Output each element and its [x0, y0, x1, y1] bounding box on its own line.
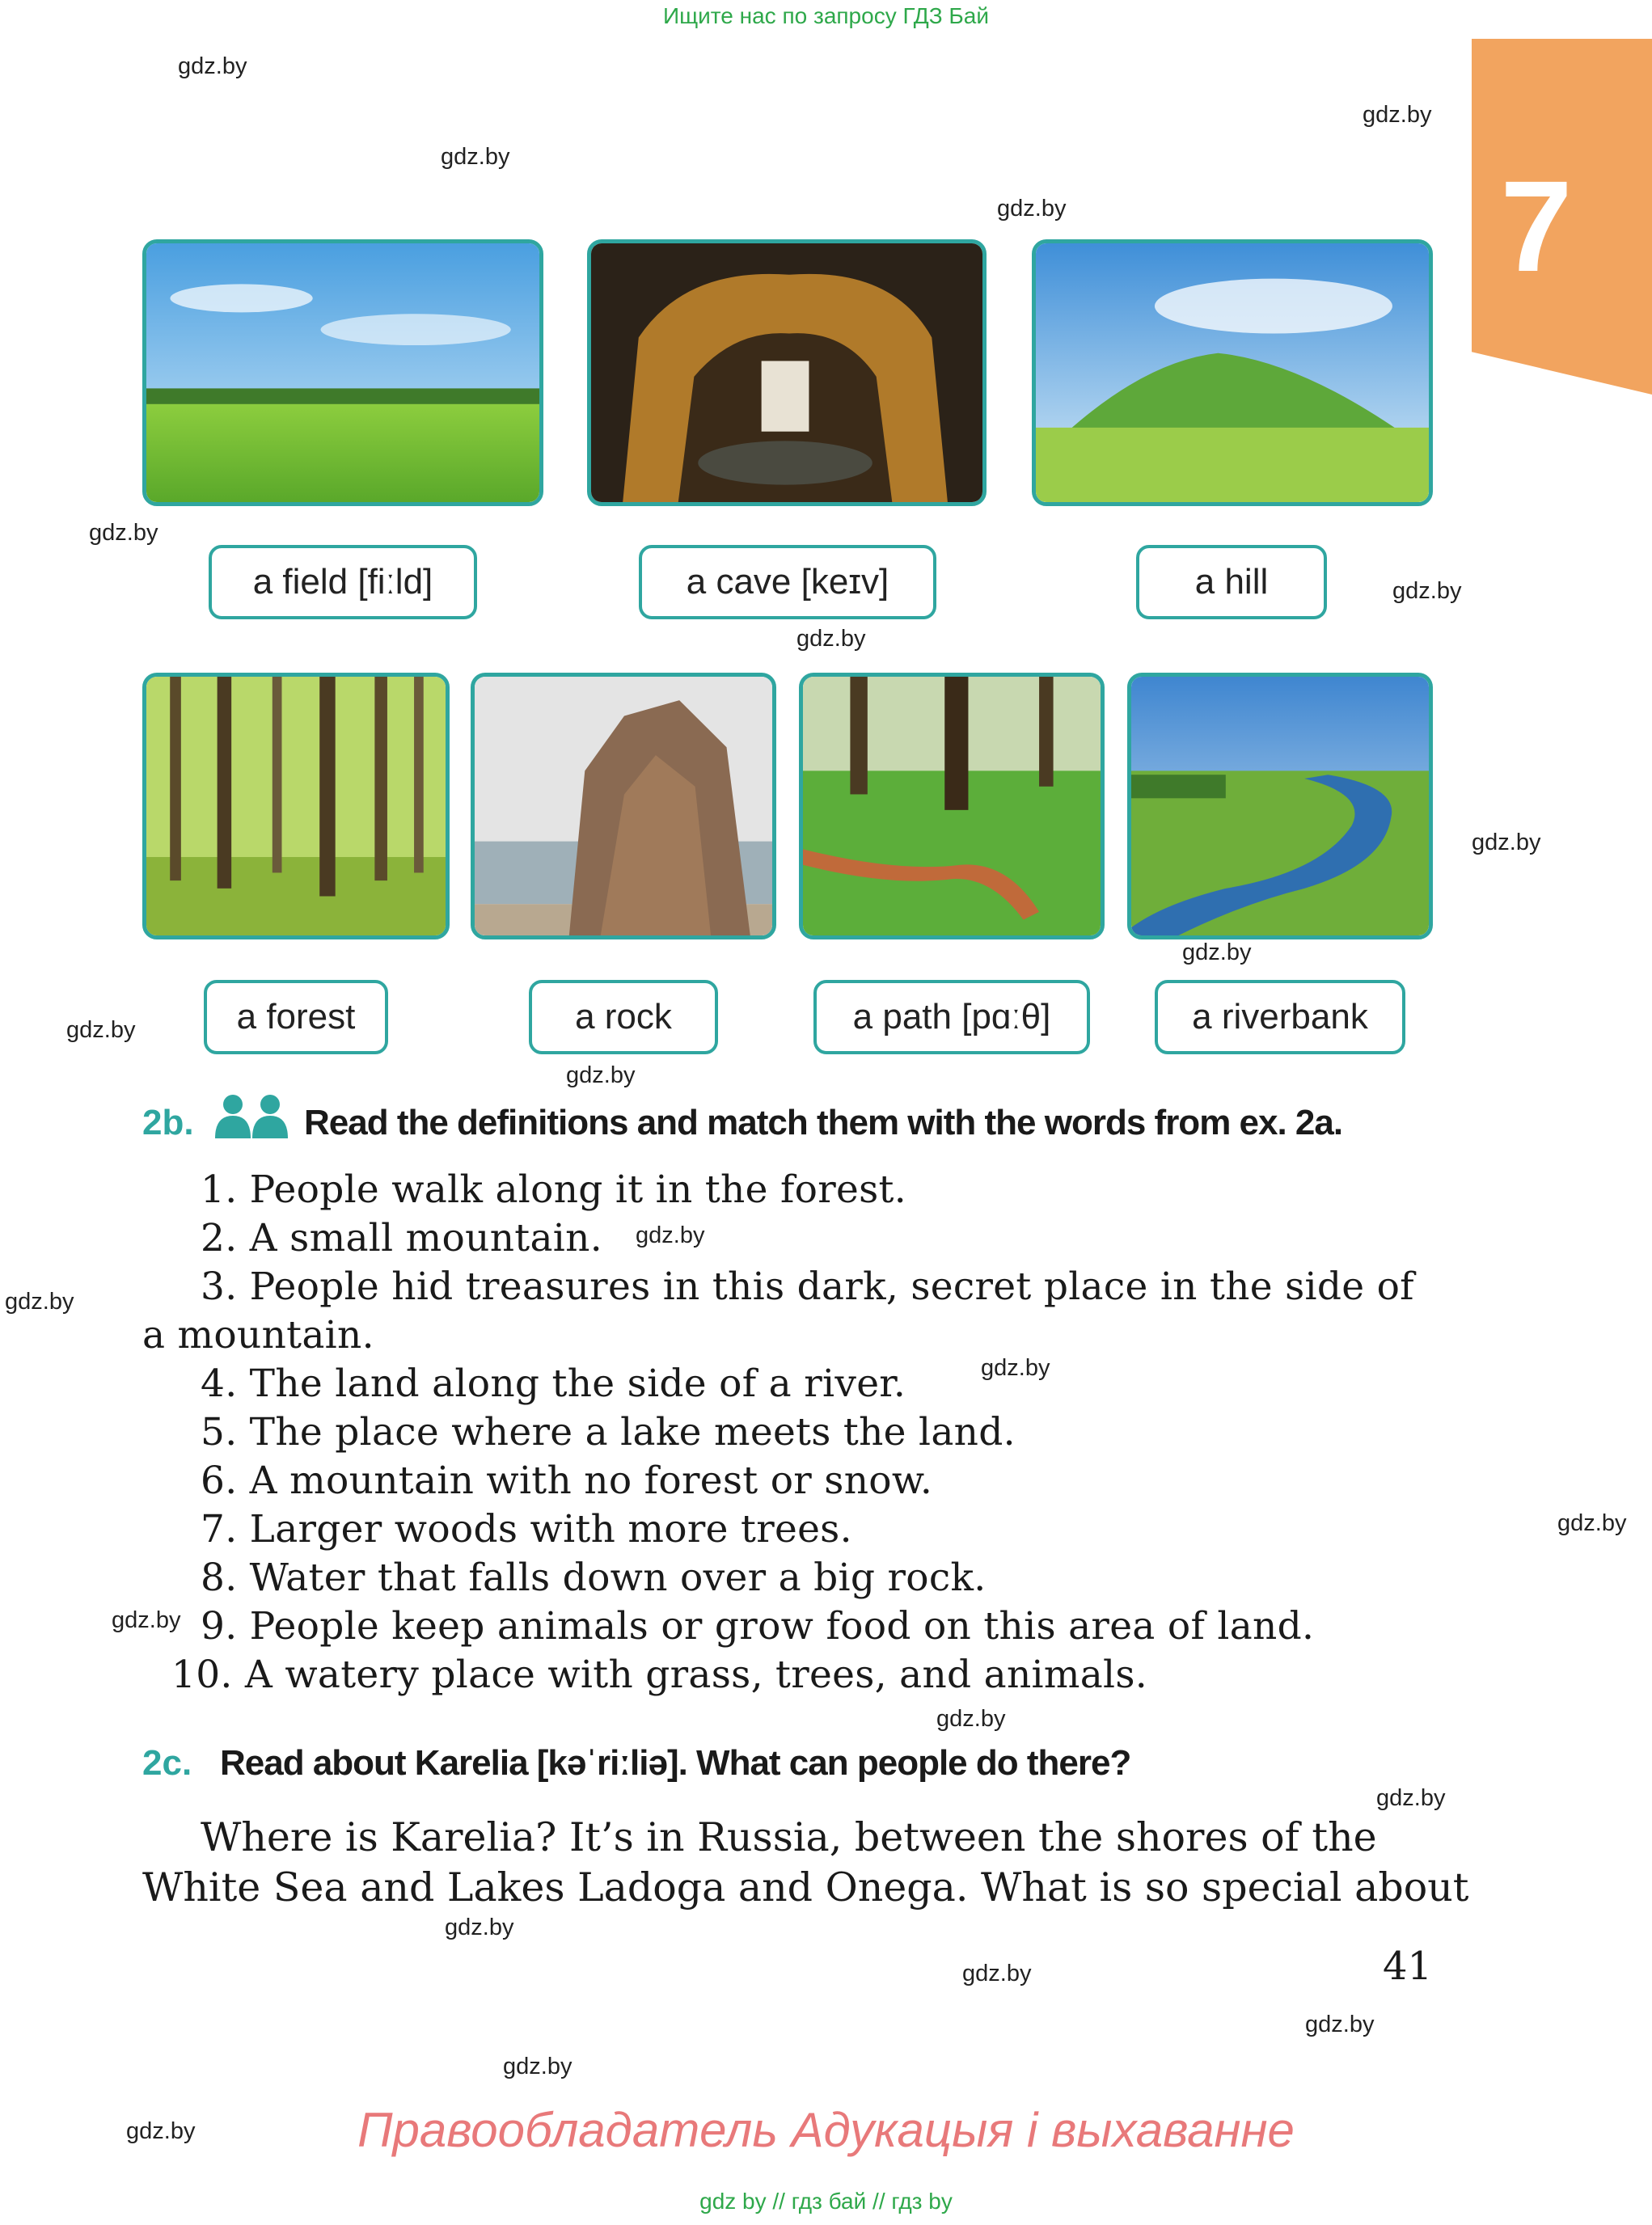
rock-photo: [471, 673, 776, 939]
exercise-instruction: Read about Karelia [kəˈriːliə]. What can people do there?: [220, 1743, 1131, 1783]
vocab-label-forest: a forest: [204, 980, 388, 1054]
field-photo: [142, 239, 543, 506]
copyright-notice: Правообладатель Адукацыя і выхаванне: [357, 2103, 1295, 2157]
definition-item: 6. A mountain with no forest or snow.: [201, 1459, 933, 1503]
watermark: gdz.by: [178, 53, 247, 79]
page-number: 41: [1383, 1944, 1433, 1989]
top-banner[interactable]: Ищите нас по запросу ГДЗ Бай: [662, 3, 990, 28]
vocab-label-cave: a cave [keɪv]: [639, 545, 936, 619]
watermark: gdz.by: [796, 626, 866, 652]
definition-item: 3. People hid treasures in this dark, secret place in the side of: [201, 1264, 1414, 1309]
bottom-links[interactable]: gdz by // гдз бай // гдз by: [699, 2189, 953, 2214]
hill-photo: [1032, 239, 1433, 506]
watermark: gdz.by: [126, 2118, 196, 2144]
reading-text-line: Where is Karelia? It’s in Russia, between the shores of the: [201, 1814, 1377, 1860]
vocab-label-path: a path [pɑːθ]: [813, 980, 1090, 1054]
watermark: gdz.by: [445, 1915, 514, 1940]
definition-item: 4. The land along the side of a river.: [201, 1362, 906, 1406]
definition-item: a mountain.: [142, 1313, 374, 1357]
watermark: gdz.by: [1557, 1510, 1627, 1536]
forest-photo: [142, 673, 450, 939]
definition-item: 5. The place where a lake meets the land.: [201, 1410, 1016, 1454]
watermark: gdz.by: [441, 144, 510, 170]
watermark: gdz.by: [1305, 2012, 1375, 2037]
definition-item: 1. People walk along it in the forest.: [201, 1167, 906, 1212]
watermark: gdz.by: [112, 1607, 181, 1633]
watermark: gdz.by: [636, 1222, 705, 1248]
exercise-number: 2c.: [142, 1743, 192, 1783]
definition-item: 8. Water that falls down over a big rock.: [201, 1556, 987, 1600]
watermark: gdz.by: [981, 1355, 1050, 1381]
vocab-label-rock: a rock: [529, 980, 718, 1054]
watermark: gdz.by: [1472, 830, 1541, 855]
definition-item: 9. People keep animals or grow food on this area of land.: [201, 1604, 1315, 1649]
watermark: gdz.by: [566, 1062, 636, 1088]
vocab-label-hill: a hill: [1136, 545, 1327, 619]
vocab-label-riverbank: a riverbank: [1155, 980, 1405, 1054]
watermark: gdz.by: [1182, 939, 1252, 965]
watermark: gdz.by: [997, 196, 1067, 222]
watermark: gdz.by: [936, 1706, 1006, 1732]
pair-work-icon: [213, 1093, 291, 1138]
watermark: gdz.by: [89, 520, 158, 546]
unit-number: 7: [1500, 154, 1573, 298]
watermark: gdz.by: [1376, 1785, 1446, 1811]
watermark: gdz.by: [962, 1961, 1032, 1986]
definition-item: 10. A watery place with grass, trees, and animals.: [171, 1653, 1148, 1697]
watermark: gdz.by: [503, 2054, 572, 2079]
reading-text-line: White Sea and Lakes Ladoga and Onega. What is so special about: [142, 1864, 1469, 1910]
exercise-number: 2b.: [142, 1103, 194, 1142]
path-photo: [799, 673, 1105, 939]
exercise-instruction: Read the definitions and match them with the words from ex. 2a.: [304, 1103, 1343, 1142]
cave-photo: [587, 239, 987, 506]
watermark: gdz.by: [1363, 102, 1432, 128]
watermark: gdz.by: [1392, 578, 1462, 604]
definition-item: 7. Larger woods with more trees.: [201, 1507, 852, 1552]
vocab-label-field: a field [fiːld]: [209, 545, 477, 619]
riverbank-photo: [1127, 673, 1433, 939]
watermark: gdz.by: [5, 1289, 74, 1315]
definition-item: 2. A small mountain.: [201, 1216, 602, 1260]
watermark: gdz.by: [66, 1017, 136, 1043]
